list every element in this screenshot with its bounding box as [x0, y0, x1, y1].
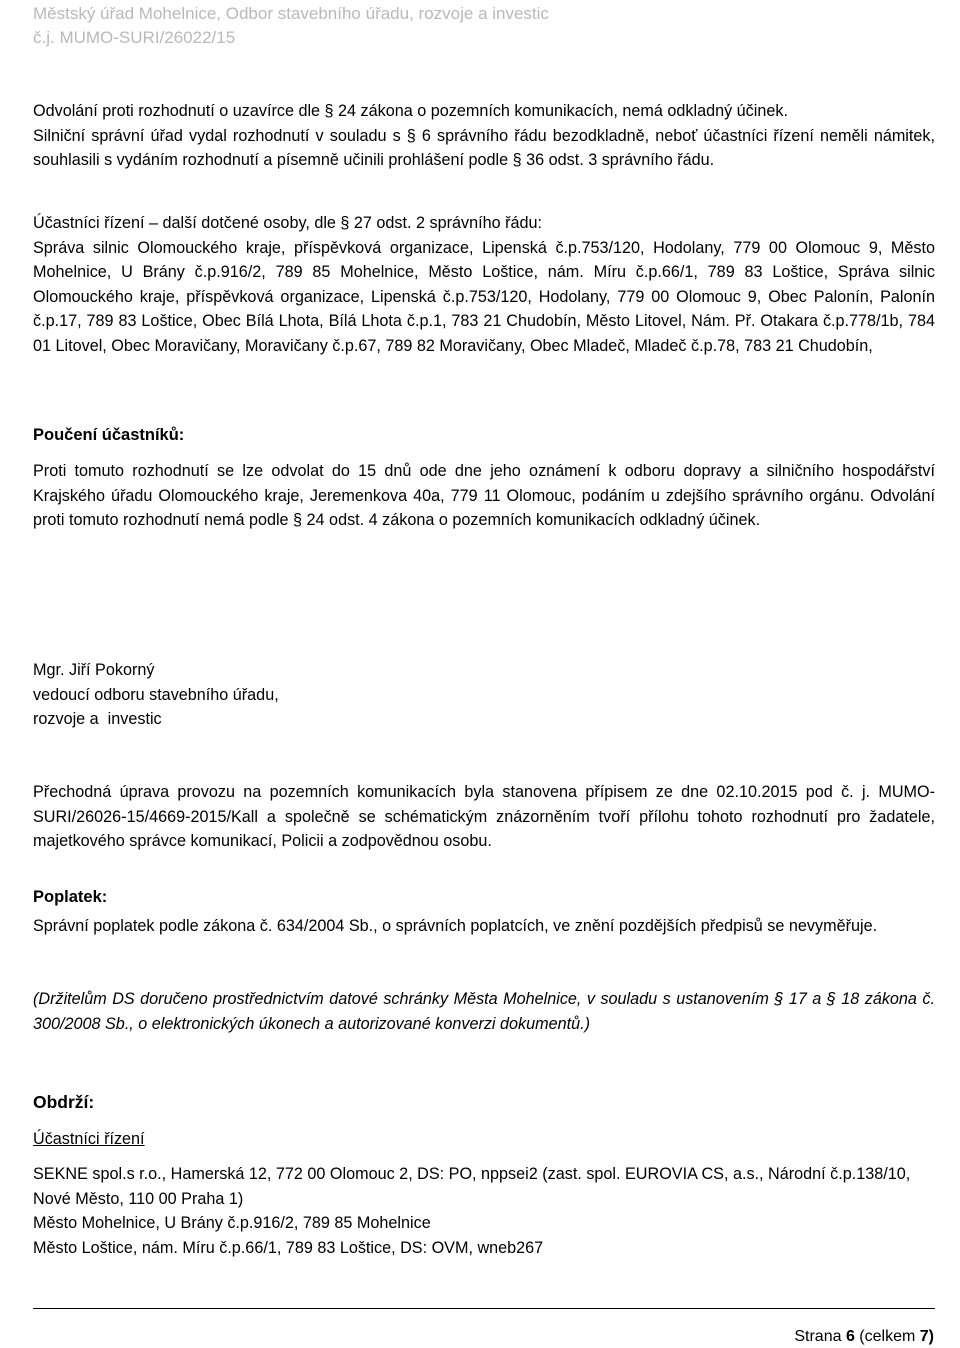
- footer-prefix: Strana: [794, 1328, 842, 1345]
- instruction-heading: Poučení účastníků:: [33, 426, 185, 444]
- fee-text: Správní poplatek podle zákona č. 634/2004 Sb., o správních poplatcích, ve znění pozdějších předpisů se nevyměřuje.: [33, 917, 878, 935]
- recipients-list: [33, 1162, 935, 1260]
- participants-section: [33, 211, 935, 358]
- footer-total-pages: 7: [919, 1328, 929, 1345]
- appeal-paragraph: [33, 99, 935, 173]
- page-header: [33, 2, 549, 50]
- appeal-note: Odvolání proti rozhodnutí o uzavírce dle § 24 zákona o pozemních komunikacích, nemá odkladný účinek.: [33, 102, 788, 120]
- recipients-heading: Obdrží:: [33, 1092, 95, 1112]
- instruction-text: Proti tomuto rozhodnutí se lze odvolat do 15 dnů ode dne jeho oznámení k odboru dopravy a silničního hospodářství Krajského úřadu Olomouckého kraje, Jeremenkova 40a, 779 11 Olomouc, podáním u zdejšího správního orgánu. Odvolání proti tomuto rozhodnutí nemá podle § 24 odst. 4 zákona o pozemních komunikacích odkladný účinek.: [33, 462, 935, 529]
- list-item: Město Loštice, nám. Míru č.p.66/1, 789 83 Loštice, DS: OVM, wneb267: [33, 1238, 544, 1257]
- transition-text: Přechodná úprava provozu na pozemních komunikacích byla stanovena přípisem ze dne 02.10.2015 pod č. j. MUMO-SURI/26026-15/4669-2015/Kall a společně se schématickým znázorněním tvoří přílohu tohoto rozhodnutí pro žadatele, majetkového správce komunikací, Policii a zodpovědnou osobu.: [33, 783, 935, 850]
- footer-page-number: 6: [845, 1328, 855, 1345]
- signatory-role-1: vedoucí odboru stavebního úřadu,: [33, 685, 279, 704]
- list-item: SEKNE spol.s r.o., Hamerská 12, 772 00 Olomouc 2, DS: PO, nppsei2 (zast. spol. EUROVIA CS, a.s., Národní č.p.138/10, Nové Město, 110 00 Praha 1): [33, 1165, 911, 1208]
- header-office: Městský úřad Mohelnice, Odbor stavebního úřadu, rozvoje a investic: [33, 4, 549, 23]
- page-footer: [794, 1328, 934, 1346]
- footer-middle: (celkem: [859, 1328, 916, 1345]
- recipients-subheading: Účastníci řízení: [33, 1130, 145, 1148]
- fee-heading: Poplatek:: [33, 888, 108, 906]
- header-reference: č.j. MUMO-SURI/26022/15: [33, 28, 236, 47]
- list-item: Město Mohelnice, U Brány č.p.916/2, 789 85 Mohelnice: [33, 1214, 431, 1232]
- footer-divider: [33, 1308, 935, 1309]
- participants-list: Správa silnic Olomouckého kraje, příspěvková organizace, Lipenská č.p.753/120, Hodolany, 779 00 Olomouc 9, Město Mohelnice, U Brány č.p.916/2, 789 85 Mohelnice, Město Loštice, nám. Míru č.p.66/1, 789 83 Loštice, Správa silnic Olomouckého kraje, příspěvková organizace, Lipenská č.p.753/120, Hodolany, 779 00 Olomouc 9, Obec Palonín, Palonín č.p.17, 789 83 Loštice, Obec Bílá Lhota, Bílá Lhota č.p.1, 783 21 Chudobín, Město Litovel, Nám. Př. Otakara č.p.778/1b, 784 01 Litovel, Obec Moravičany, Moravičany č.p.67, 789 82 Moravičany, Obec Mladeč, Mladeč č.p.78, 783 21 Chudobín,: [33, 238, 935, 355]
- delivery-note: (Držitelům DS doručeno prostřednictvím datové schránky Města Mohelnice, v souladu s ustanovením § 17 a § 18 zákona č. 300/2008 Sb., o elektronických úkonech a autorizované konverzi dokumentů.): [33, 990, 935, 1033]
- signature-block: [33, 658, 935, 732]
- signatory-name: Mgr. Jiří Pokorný: [33, 661, 155, 679]
- appeal-reasoning: Silniční správní úřad vydal rozhodnutí v souladu s § 6 správního řádu bezodkladně, neboť účastníci řízení neměli námitek, souhlasili s vydáním rozhodnutí a písemně učinili prohlášení podle § 36 odst. 3 správního řádu.: [33, 126, 935, 169]
- participants-heading: Účastníci řízení – další dotčené osoby, dle § 27 odst. 2 správního řádu:: [33, 214, 543, 232]
- footer-suffix: ): [928, 1328, 934, 1345]
- signatory-role-2: rozvoje a investic: [33, 710, 162, 728]
